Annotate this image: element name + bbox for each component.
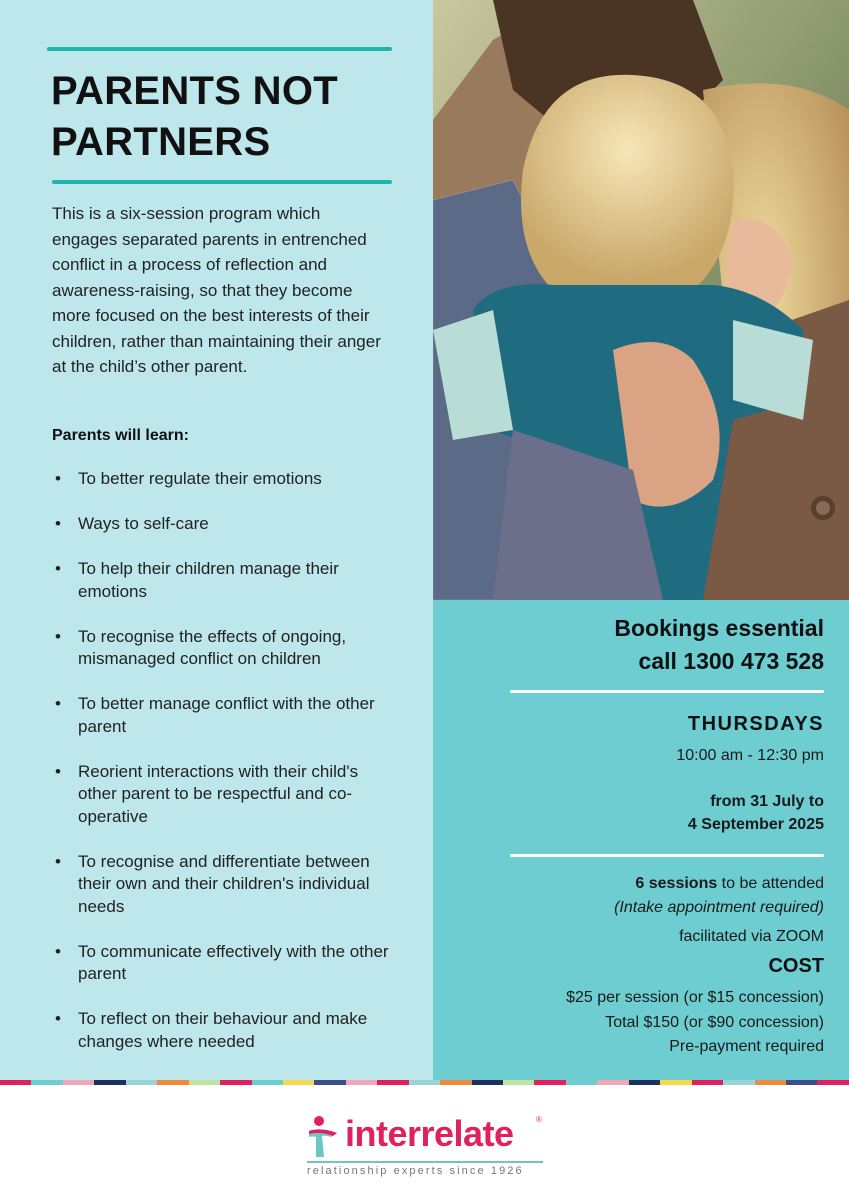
learn-list xyxy=(52,468,392,1076)
stripe-segment xyxy=(346,1080,377,1085)
title-top-rule xyxy=(47,47,392,51)
info-divider xyxy=(510,690,824,693)
intro-paragraph: This is a six-session program which engages separated parents in entrenched conflict in a process of reflection and awareness-raising, so that they become more focused on the best interests of their children, rather than maintaining their anger at the child’s other parent. xyxy=(52,204,381,376)
cost-details xyxy=(566,986,824,1060)
dates-end: 4 September 2025 xyxy=(687,816,824,833)
session-time: 10:00 am - 12:30 pm xyxy=(676,747,824,764)
list-item: • To recognise and differentiate between their own and their children's individual needs xyxy=(52,851,392,919)
stripe-segment xyxy=(597,1080,628,1085)
stripe-segment xyxy=(472,1080,503,1085)
prepayment-note: Pre-payment required xyxy=(669,1038,824,1055)
learn-heading: Parents will learn: xyxy=(52,427,189,444)
stripe-segment xyxy=(629,1080,660,1085)
person-logo-icon xyxy=(307,1115,341,1159)
list-item: • Ways to self-care xyxy=(52,513,392,536)
list-item: • To communicate effectively with the other parent xyxy=(52,941,392,986)
intake-note: (Intake appointment required) xyxy=(614,899,824,916)
list-item: • Reorient interactions with their child's other parent to be respectful and co-operative xyxy=(52,761,392,829)
stripe-segment xyxy=(283,1080,314,1085)
facilitated-via: facilitated via ZOOM xyxy=(679,928,824,945)
logo-wordmark: interrelate xyxy=(345,1113,514,1154)
interrelate-logo[interactable] xyxy=(307,1113,547,1183)
dates-start: from 31 July to xyxy=(710,793,824,810)
logo-tagline: relationship experts since 1926 xyxy=(307,1165,524,1177)
sessions-attend: to be attended xyxy=(717,875,824,892)
list-item: • To help their children manage their emotions xyxy=(52,558,392,603)
stripe-segment xyxy=(94,1080,125,1085)
family-photo xyxy=(433,0,849,600)
list-item: • To better regulate their emotions xyxy=(52,468,392,491)
price-total: Total $150 (or $90 concession) xyxy=(605,1013,824,1031)
stripe-segment xyxy=(409,1080,440,1085)
list-item: • To reflect on their behaviour and make changes where needed xyxy=(52,1008,392,1053)
stripe-segment xyxy=(189,1080,220,1085)
session-day: THURSDAYS xyxy=(687,713,824,735)
stripe-segment xyxy=(63,1080,94,1085)
color-stripe xyxy=(0,1080,849,1085)
stripe-segment xyxy=(220,1080,251,1085)
stripe-segment xyxy=(252,1080,283,1085)
stripe-segment xyxy=(314,1080,345,1085)
sessions-count: 6 sessions xyxy=(635,875,718,892)
stripe-segment xyxy=(157,1080,188,1085)
stripe-segment xyxy=(692,1080,723,1085)
stripe-segment xyxy=(534,1080,565,1085)
stripe-segment xyxy=(0,1080,31,1085)
stripe-segment xyxy=(126,1080,157,1085)
price-per-session: $25 per session (or $15 concession) xyxy=(566,989,824,1006)
sessions-info xyxy=(614,872,824,920)
title-bottom-rule xyxy=(52,180,392,184)
logo-underline xyxy=(307,1161,543,1163)
stripe-segment xyxy=(723,1080,754,1085)
cost-heading: COST xyxy=(768,955,824,977)
stripe-segment xyxy=(377,1080,408,1085)
booking-info-panel xyxy=(433,600,849,1082)
booking-phone[interactable]: call 1300 473 528 xyxy=(638,648,824,674)
left-panel xyxy=(0,0,433,1082)
stripe-segment xyxy=(755,1080,786,1085)
registered-mark: ® xyxy=(536,1115,542,1124)
page-title: PARENTS NOT PARTNERS xyxy=(51,69,339,164)
stripe-segment xyxy=(817,1080,848,1085)
info-divider xyxy=(510,854,824,857)
stripe-segment xyxy=(503,1080,534,1085)
list-item: • To recognise the effects of ongoing, mismanaged conflict on children xyxy=(52,626,392,671)
stripe-segment xyxy=(440,1080,471,1085)
stripe-segment xyxy=(566,1080,597,1085)
list-item: • To better manage conflict with the other parent xyxy=(52,693,392,738)
session-dates xyxy=(688,790,824,836)
stripe-segment xyxy=(31,1080,62,1085)
stripe-segment xyxy=(660,1080,691,1085)
bookings-heading: Bookings essential xyxy=(614,615,824,641)
stripe-segment xyxy=(786,1080,817,1085)
